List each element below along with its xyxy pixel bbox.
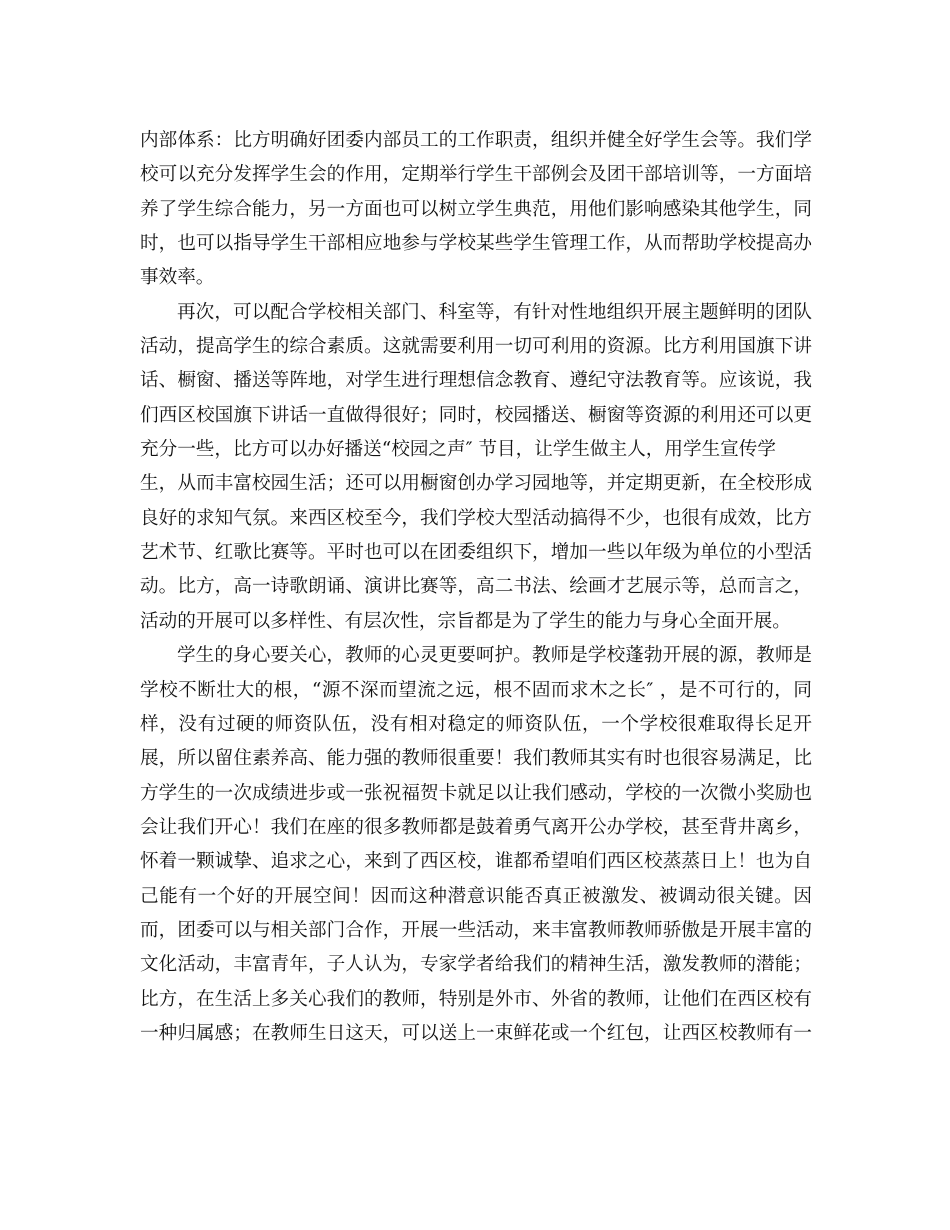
text-line: 良好的求知气氛。来西区校至今，我们学校大型活动搞得不少，也很有成效，比方 <box>140 507 812 529</box>
text-line: 一种归属感；在教师生日这天，可以送上一束鲜花或一个红包，让西区校教师有一 <box>140 1022 812 1044</box>
text-line: 们西区校国旗下讲话一直做得很好；同时，校园播送、橱窗等资源的利用还可以更 <box>140 404 812 426</box>
text-line: 活动，提高学生的综合素质。这就需要利用一切可利用的资源。比方利用国旗下讲 <box>140 336 812 358</box>
text-line: 动。比方，高一诗歌朗诵、演讲比赛等，高二书法、绘画才艺展示等，总而言之， <box>140 576 812 598</box>
text-line: 怀着一颗诚挚、追求之心，来到了西区校，谁都希望咱们西区校蒸蒸日上！也为自 <box>140 851 812 873</box>
text-line: 学校不断壮大的根，“源不深而望流之远，根不固而求木之长″ ，是不可行的，同 <box>140 679 812 701</box>
text-line: 事效率。 <box>140 267 215 289</box>
text-line: 样，没有过硬的师资队伍，没有相对稳定的师资队伍，一个学校很难取得长足开 <box>140 713 812 735</box>
text-line: 校可以充分发挥学生会的作用，定期举行学生干部例会及团干部培训等，一方面培 <box>140 164 812 186</box>
text-line: 展，所以留住素养高、能力强的教师很重要！我们教师其实有时也很容易满足，比 <box>140 748 812 770</box>
text-line: 内部体系：比方明确好团委内部员工的工作职责，组织并健全好学生会等。我们学 <box>140 130 812 151</box>
document-page <box>140 124 812 1051</box>
text-line: 艺术节、红歌比赛等。平时也可以在团委组织下，增加一些以年级为单位的小型活 <box>140 542 812 564</box>
paragraph-first-line: 再次，可以配合学校相关部门、科室等，有针对性地组织开展主题鲜明的团队 <box>177 301 812 323</box>
text-line: 而，团委可以与相关部门合作，开展一些活动，来丰富教师教师骄傲是开展丰富的 <box>140 919 812 941</box>
text-line: 文化活动，丰富青年，子人认为，专家学者给我们的精神生活，激发教师的潜能； <box>140 954 812 976</box>
text-line: 会让我们开心！我们在座的很多教师都是鼓着勇气离开公办学校，甚至背井离乡， <box>140 816 812 838</box>
text-line: 比方，在生活上多关心我们的教师，特别是外市、外省的教师，让他们在西区校有 <box>140 988 812 1010</box>
text-line: 话、橱窗、播送等阵地，对学生进行理想信念教育、遵纪守法教育等。应该说，我 <box>140 370 812 392</box>
text-line: 时，也可以指导学生干部相应地参与学校某些学生管理工作，从而帮助学校提高办 <box>140 233 812 255</box>
text-line: 生，从而丰富校园生活；还可以用橱窗创办学习园地等，并定期更新，在全校形成 <box>140 473 812 495</box>
text-line: 己能有一个好的开展空间！因而这种潜意识能否真正被激发、被调动很关键。因 <box>140 885 812 907</box>
text-line: 充分一些，比方可以办好播送“校园之声″ 节目，让学生做主人，用学生宣传学 <box>140 439 776 461</box>
text-line: 方学生的一次成绩进步或一张祝福贺卡就足以让我们感动，学校的一次微小奖励也 <box>140 782 812 804</box>
text-line: 活动的开展可以多样性、有层次性，宗旨都是为了学生的能力与身心全面开展。 <box>140 610 791 632</box>
paragraph-first-line: 学生的身心要关心，教师的心灵更要呵护。教师是学校蓬勃开展的源，教师是 <box>177 645 812 667</box>
text-line: 养了学生综合能力，另一方面也可以树立学生典范，用他们影响感染其他学生，同 <box>140 198 812 220</box>
